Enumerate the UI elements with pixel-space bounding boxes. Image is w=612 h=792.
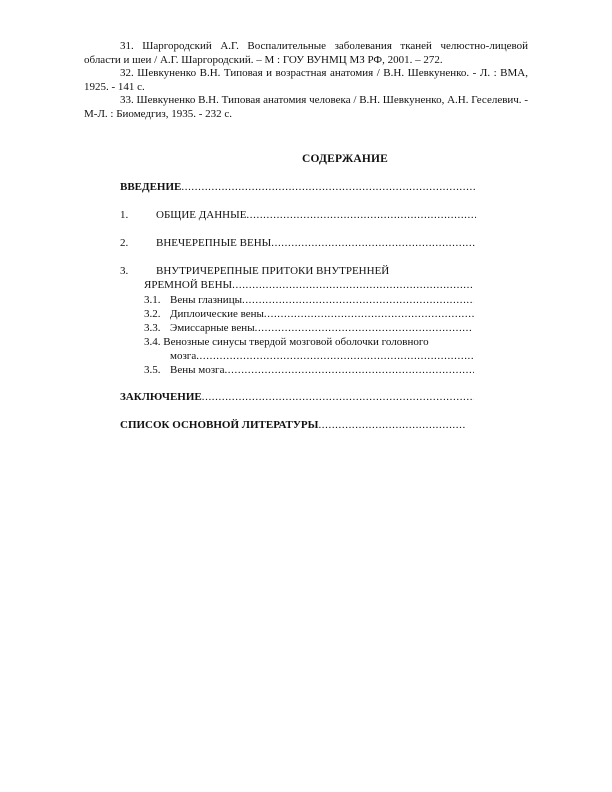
toc-entry-2[interactable] bbox=[120, 237, 476, 249]
reference-32: 32. Шевкуненко В.Н. Типовая и возрастная анатомия / В.Н. Шевкуненко. - Л. : ВМА, 1925. - 141 с. bbox=[84, 67, 528, 93]
reference-33: 33. Шевкуненко В.Н. Типовая анатомия человека / В.Н. Шевкуненко, А.Н. Геселевич. - М-Л. : Биомедгиз, 1935. - 232 с. bbox=[84, 94, 528, 120]
toc-entry-label: Венозные синусы твердой мозговой оболочки головного bbox=[163, 336, 429, 348]
dot-leader bbox=[181, 181, 476, 193]
toc-entry-3-4[interactable] bbox=[170, 350, 474, 362]
toc-entry-number: 3.1. bbox=[144, 294, 161, 306]
dot-leader bbox=[232, 279, 474, 291]
toc-entry-literature[interactable] bbox=[120, 419, 466, 431]
toc-entry-label: Диплоические вены bbox=[170, 308, 264, 320]
dot-leader bbox=[318, 419, 466, 431]
toc-entry-3-label-line1[interactable]: ВНУТРИЧЕРЕПНЫЕ ПРИТОКИ ВНУТРЕННЕЙ bbox=[156, 265, 390, 277]
toc-entry-label: Вены глазницы bbox=[170, 294, 242, 306]
toc-entry-3-3[interactable] bbox=[144, 322, 472, 334]
dot-leader bbox=[246, 209, 476, 221]
toc-entry-number: 2. bbox=[120, 237, 129, 249]
toc-entry-label: ВНЕЧЕРЕПНЫЕ ВЕНЫ bbox=[156, 237, 272, 249]
reference-31: 31. Шаргородский А.Г. Воспалительные заболевания тканей челюстно-лицевой области и шеи / А.Г. Шаргородский. – М : ГОУ ВУНМЦ МЗ РФ, 2001. – 272. bbox=[84, 40, 528, 66]
dot-leader bbox=[271, 237, 476, 249]
toc-entry-number: 3.2. bbox=[144, 308, 161, 320]
toc-entry-3-1[interactable] bbox=[144, 294, 474, 306]
reference-list bbox=[84, 40, 528, 122]
dot-leader bbox=[224, 364, 474, 376]
toc-entry-3-5[interactable] bbox=[144, 364, 474, 376]
toc-entry-3-4-first-line[interactable] bbox=[144, 336, 429, 348]
toc-entry-3-number: 3. bbox=[120, 265, 129, 277]
toc-entry-label: ОБЩИЕ ДАННЫЕ bbox=[156, 209, 247, 221]
dot-leader bbox=[202, 391, 474, 403]
toc-entry-label: Вены мозга bbox=[170, 364, 225, 376]
dot-leader bbox=[264, 308, 474, 320]
toc-entry-label: ЗАКЛЮЧЕНИЕ bbox=[120, 391, 202, 403]
toc-entry-label: Эмиссарные вены bbox=[170, 322, 255, 334]
toc-entry-label: ЯРЕМНОЙ ВЕНЫ bbox=[144, 279, 233, 291]
dot-leader bbox=[196, 350, 474, 362]
toc-title: СОДЕРЖАНИЕ bbox=[301, 153, 389, 165]
toc-entry-label: мозга bbox=[170, 350, 197, 362]
toc-entry-conclusion[interactable] bbox=[120, 391, 474, 403]
toc-entry-number: 3.4. bbox=[144, 336, 161, 348]
toc-entry-number: 3.3. bbox=[144, 322, 161, 334]
dot-leader bbox=[242, 294, 474, 306]
toc-entry-intro[interactable] bbox=[120, 181, 476, 193]
toc-entry-label: СПИСОК ОСНОВНОЙ ЛИТЕРАТУРЫ bbox=[120, 419, 319, 431]
toc-entry-number: 3.5. bbox=[144, 364, 161, 376]
toc-entry-3-2[interactable] bbox=[144, 308, 474, 320]
toc-entry-1[interactable] bbox=[120, 209, 476, 221]
dot-leader bbox=[255, 322, 472, 334]
toc-entry-3[interactable] bbox=[144, 279, 474, 291]
toc-entry-number: 1. bbox=[120, 209, 129, 221]
toc-entry-label: ВВЕДЕНИЕ bbox=[120, 181, 182, 193]
